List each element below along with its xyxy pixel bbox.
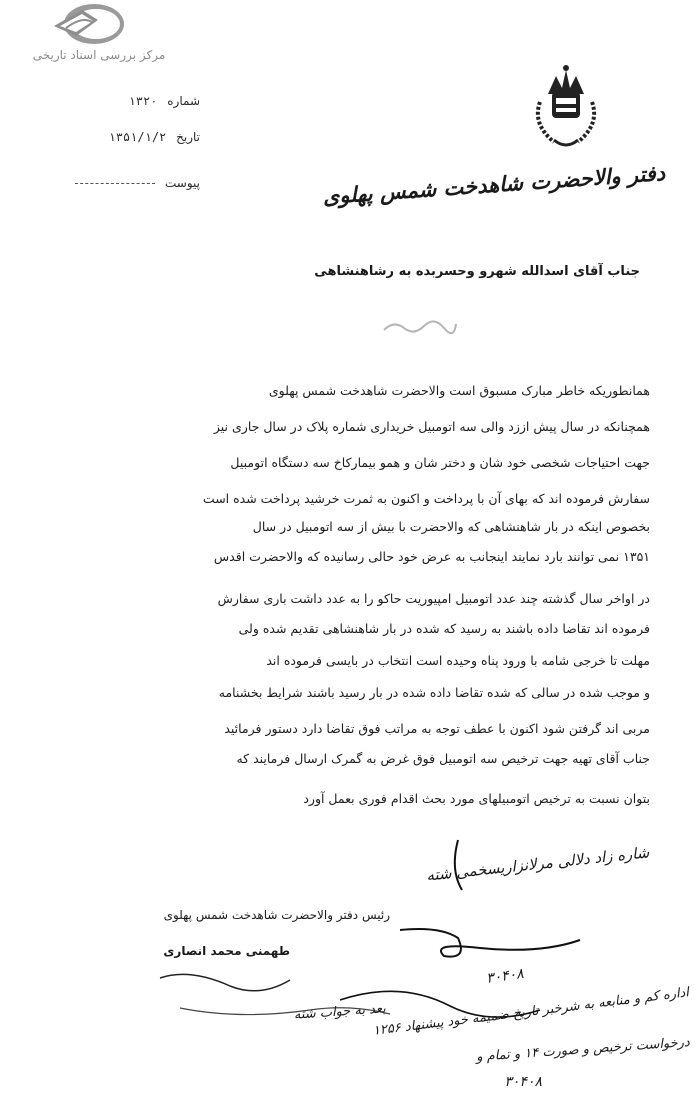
body-line-13: بتوان نسبت به ترخیص اتومبیلهای مورد بحث اقدام فوری بعمل آورد <box>303 791 650 806</box>
attachment-blank <box>75 183 155 184</box>
attachment-label: پیوست <box>165 176 200 190</box>
body-line-12: جناب آقای تهیه جهت ترخیص سه اتومبیل فوق غرض به گمرک ارسال فرمایند که <box>236 751 650 766</box>
body-line-1: همانطوریکه خاطر مبارک مسبوق است والاحضرت شاهدخت شمس پهلوی <box>268 383 650 398</box>
handwritten-margin-note: شاره زاد دلالی مرلانزاریسخمی شته <box>425 843 651 885</box>
body-line-2: همچنانکه در سال پیش اززد والی سه اتومبیل خریداری شماره پلاک در سال جاری نیز <box>213 419 650 434</box>
number-label: شماره <box>167 94 200 108</box>
office-name: دفتر والاحضرت شاهدخت شمس پهلوی <box>321 160 666 209</box>
addressee: جناب آقای اسدالله شهرو وحسربده به رشاهنشاهی <box>314 264 640 279</box>
annotation-line-b: درخواست ترخیص و صورت ۱۴ و تمام و <box>475 1034 691 1065</box>
attachment-field <box>40 176 200 190</box>
royal-crown-crest-icon <box>526 62 606 152</box>
annotation-number-a: ۳۰۴۰۸ <box>485 965 525 987</box>
date-value: ۱۳۵۱/۱/۲ <box>108 130 167 144</box>
annotation-line-a: اداره کم و منابعه به شرخبر تاریخ ضمیمه خود پیشنهاد ۱۲۵۶ <box>372 985 690 1039</box>
book-wave-logo-icon <box>46 2 126 48</box>
body-line-5: بخصوص اینکه در بار شاهنشاهی که والاحضرت با بیش از سه اتومبیل در سال <box>252 519 650 534</box>
body-line-3: جهت احتیاجات شخصی خود شان و دختر شان و همو بیمارکاخ سه دستگاه اتومبیل <box>230 455 650 470</box>
body-line-4: سفارش فرموده اند که بهای آن با پرداخت و اکنون به ثمرت خرشید پرداخت شده است <box>202 491 650 506</box>
body-line-9: مهلت تا خرجی شامه با ورود پناه وحیده است انتخاب در بایسی فرموده اند <box>266 653 650 668</box>
annotation-number-b: ۳۰۴۰۸ <box>504 1074 542 1090</box>
date-label: تاریخ <box>176 130 200 144</box>
date-field <box>40 130 200 144</box>
watermark-text: مرکز بررسی اسناد تاریخی <box>32 48 166 62</box>
signatory-name: طهمنی محمد انصاری <box>163 944 290 958</box>
body-line-10: و موجب شده در سالی که شده تقاضا داده شده در بار رسید باشند شرایط بخشنامه <box>218 685 650 700</box>
bottom-left-note: بعد به جواب شته <box>293 1001 387 1023</box>
number-value: ۱۳۲۰ <box>128 94 158 108</box>
faded-salutation-mark <box>380 314 460 340</box>
body-line-6: ۱۳۵۱ نمی توانند بارد نمایند اینجانب به عرض خود حالی رسانیده که والاحضرت اقدس <box>213 549 650 564</box>
number-field <box>40 94 200 108</box>
body-line-8: فرموده اند تقاضا داده باشند به رسید که شده در بار شاهنشاهی تقدیم شده ولی <box>238 621 650 636</box>
body-line-7: در اواخر سال گذشته چند عدد اتومبیل امپیوریت حاکو را به عدد داشت باری سفارش <box>217 591 650 606</box>
body-line-11: مربی اند گرفتن شود اکنون با عطف توجه به مراتب فوق تقاضا دارد دستور فرمائید <box>224 721 650 736</box>
signatory-title: رئیس دفتر والاحضرت شاهدخت شمس پهلوی <box>163 908 390 922</box>
